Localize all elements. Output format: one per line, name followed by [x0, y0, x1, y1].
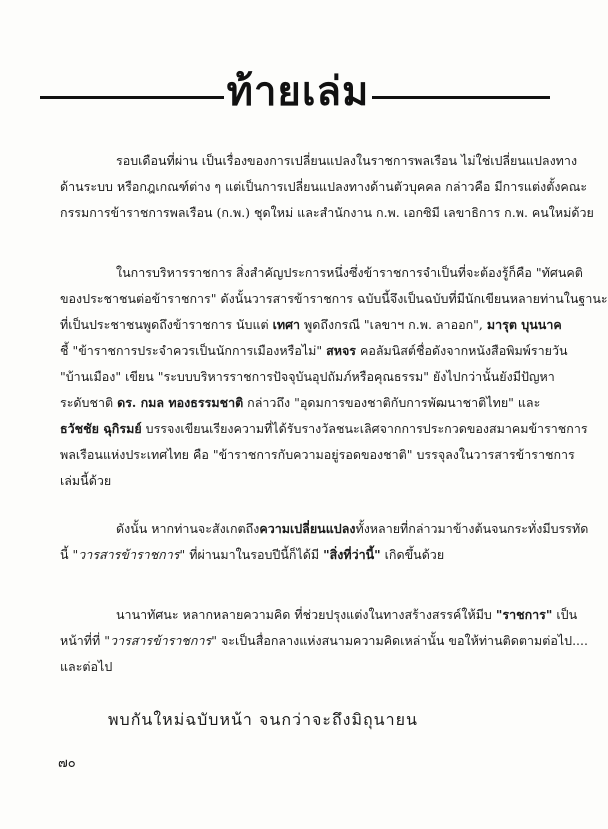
text-run: เกิดขึ้นด้วย	[380, 547, 445, 562]
paragraph-line: ในการบริหารราชการ สิ่งสำคัญประการหนึ่งซึ่งข้าราชการจำเป็นที่จะต้องรู้ก็คือ "ทัศนคติ	[116, 265, 583, 280]
paragraph-line	[60, 338, 568, 364]
text-run: ที่ผ่านมาในรอบปีนี้ก็ได้มี	[185, 547, 324, 562]
author-name: ดร. กมล ทองธรรมชาติ	[117, 395, 244, 410]
journal-title: "วารสารข้าราชการ"	[104, 633, 217, 648]
paragraph-line	[60, 602, 578, 628]
paragraph-line: เล่มนี้ด้วย	[60, 473, 112, 488]
paragraph-line: กรรมการข้าราชการพลเรือน (ก.พ.) ชุดใหม่ และสำนักงาน ก.พ. เอกซิมี เลขาธิการ ก.พ. คนใหม่ด้วย	[60, 205, 594, 220]
text-run: กล่าวถึง "อุดมการของชาติกับการพัฒนาชาติไทย" และ	[243, 395, 541, 410]
paragraph-line	[60, 516, 589, 542]
page-heading: ท้ายเล่ม	[226, 69, 370, 115]
text-run: คอลัมนิสต์ชื่อดังจากหนังสือพิมพ์รายวัน	[356, 343, 568, 358]
text-run: นี้	[60, 547, 73, 562]
text-run: ทั้งหลายที่กล่าวมาข้างต้นจนกระทั่งมีบรรทัด	[355, 521, 589, 536]
text-run: ระดับชาติ	[60, 395, 118, 410]
closing-line: พบกันใหม่ฉบับหน้า จนกว่าจะถึงมิถุนายน	[108, 710, 418, 729]
paragraph-line: "บ้านเมือง" เขียน "ระบบบริหารราชการปัจจุบันอุปถัมภ์หรือคุณธรรม" ยังไปกว่านั้นยังมีปัญหา	[60, 369, 555, 384]
author-name: สหจร	[326, 343, 357, 358]
author-name: มารุต บุนนาค	[486, 317, 562, 332]
author-name: เทศา	[272, 317, 301, 332]
text-run: หน้าที่ที่	[60, 633, 105, 648]
text-run: พูดถึงกรณี "เลขาฯ ก.พ. ลาออก",	[300, 317, 487, 332]
text-run: ดังนั้น หากท่านจะสังเกตถึง	[116, 521, 260, 536]
emphasis-text: ความเปลี่ยนแปลง	[259, 521, 356, 536]
page-number: ๗๐	[58, 756, 76, 771]
author-name: ธวัชชัย ฉุกิรมย์	[60, 421, 142, 436]
paragraph-4	[60, 602, 588, 680]
text-run: ชี้ "ข้าราชการประจำควรเป็นนักการเมืองหรือไม่"	[60, 343, 327, 358]
journal-title: "วารสารข้าราชการ"	[72, 547, 186, 562]
paragraph-line: รอบเดือนที่ผ่าน เป็นเรื่องของการเปลี่ยนแปลงในราชการพลเรือน ไม่ใช่เปลี่ยนแปลงทาง	[116, 153, 578, 168]
heading-rule-right	[372, 96, 550, 99]
paragraph-2	[60, 260, 608, 494]
text-run: ที่เป็นประชาชนพูดถึงข้าราชการ นับแต่	[60, 317, 273, 332]
emphasis-text: "ราชการ"	[495, 607, 553, 622]
heading-rule-left	[40, 96, 224, 99]
paragraph-line	[60, 312, 560, 338]
paragraph-line	[60, 628, 588, 654]
paragraph-line	[60, 390, 560, 416]
emphasis-text: "สิ่งที่ว่านี้"	[323, 547, 381, 562]
text-run: เป็น	[552, 607, 578, 622]
paragraph-line: พลเรือนแห่งประเทศไทย คือ "ข้าราชการกับความอยู่รอดของชาติ" บรรจุลงในวารสารข้าราชการ	[60, 447, 575, 462]
paragraph-line: ด้านระบบ หรือกฎเกณฑ์ต่าง ๆ แต่เป็นการเปลี่ยนแปลงทางด้านตัวบุคคล กล่าวคือ มีการแต่งตั้งคณะ	[60, 179, 588, 194]
paragraph-1	[60, 148, 594, 226]
paragraph-line	[60, 542, 560, 568]
paragraph-line: ของประชาชนต่อข้าราชการ" ดังนั้นวารสารข้าราชการ ฉบับนี้จึงเป็นฉบับที่มีนักเขียนหลายท่านในฐานะ	[60, 291, 608, 306]
text-run: บรรจงเขียนเรียงความที่ได้รับรางวัลชนะเลิศจากการประกวดของสมาคมข้าราชการ	[141, 421, 588, 436]
text-run: นานาทัศนะ หลากหลายความคิด ที่ช่วยปรุงแต่งในทางสร้างสรรค์ให้มีบ	[116, 607, 496, 622]
paragraph-line	[60, 416, 588, 442]
paragraph-3	[60, 516, 589, 568]
text-run: จะเป็นสื่อกลางแห่งสนามความคิดเหล่านั้น ขอให้ท่านติดตามต่อไป....	[216, 633, 588, 648]
paragraph-line: และต่อไป	[60, 659, 113, 674]
